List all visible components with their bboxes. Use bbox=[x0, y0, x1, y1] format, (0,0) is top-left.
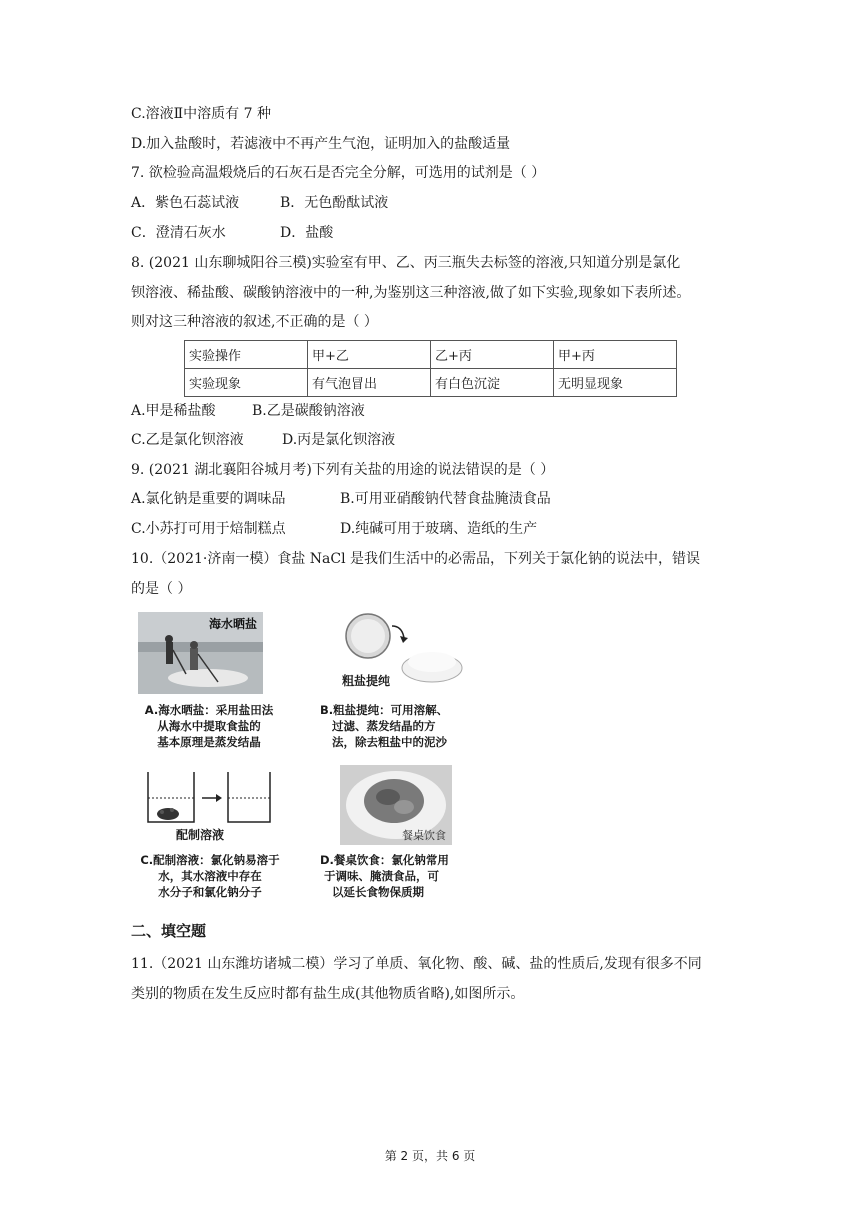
caption-line: C.配制溶液：氯化钠易溶于 bbox=[140, 853, 280, 867]
caption-line: A.海水晒盐：采用盐田法 bbox=[144, 703, 274, 717]
q8-option-b: B.乙是碳酸钠溶液 bbox=[252, 403, 365, 419]
q8-stem-line1: 8. (2021 山东聊城阳谷三模)实验室有甲、乙、丙三瓶失去标签的溶液,只知道分别是氯化 bbox=[131, 255, 681, 271]
table-cell: 实验现象 bbox=[185, 369, 308, 397]
caption-c bbox=[130, 852, 290, 900]
caption-line: B.粗盐提纯：可用溶解、 bbox=[320, 703, 449, 717]
page-footer: 第 2 页，共 6 页 bbox=[384, 1149, 476, 1163]
q7-option-d: D．盐酸 bbox=[280, 225, 334, 241]
q7-stem: 7. 欲检验高温煅烧后的石灰石是否完全分解，可选用的试剂是（ ） bbox=[131, 165, 546, 181]
q7-option-b: B．无色酚酞试液 bbox=[280, 195, 389, 211]
sea-salt-photo bbox=[138, 612, 263, 694]
table-cell: 甲+乙 bbox=[308, 341, 431, 369]
caption-line: 水分子和氯化钠分子 bbox=[158, 885, 262, 899]
caption-line: D.餐桌饮食：氯化钠常用 bbox=[320, 853, 449, 867]
solution-beakers-drawing bbox=[142, 768, 272, 844]
table-cell: 甲+丙 bbox=[554, 341, 677, 369]
q8-option-c: C.乙是氯化钡溶液 bbox=[131, 432, 244, 448]
q10-stem-line2: 的是（ ） bbox=[131, 581, 192, 597]
q11-stem-line2: 类别的物质在发生反应时都有盐生成(其他物质省略),如图所示。 bbox=[131, 986, 525, 1002]
caption-b bbox=[320, 702, 470, 750]
table-cell: 有白色沉淀 bbox=[431, 369, 554, 397]
q9-stem: 9. (2021 湖北襄阳谷城月考)下列有关盐的用途的说法错误的是（ ） bbox=[131, 462, 555, 478]
caption-line: 以延长食物保质期 bbox=[332, 885, 424, 899]
table-cell: 乙+丙 bbox=[431, 341, 554, 369]
caption-line: 从海水中提取食盐的 bbox=[157, 719, 261, 733]
q9-option-d: D.纯碱可用于玻璃、造纸的生产 bbox=[340, 521, 538, 537]
q8-option-a: A.甲是稀盐酸 bbox=[131, 403, 216, 419]
table-row bbox=[185, 341, 677, 369]
table-cell: 实验操作 bbox=[185, 341, 308, 369]
q6-option-c: C.溶液Ⅱ中溶质有 7 种 bbox=[131, 106, 271, 122]
q7-option-a: A．紫色石蕊试液 bbox=[131, 195, 240, 211]
q9-option-b: B.可用亚硝酸钠代替食盐腌渍食品 bbox=[340, 491, 551, 507]
q7-option-c: C．澄清石灰水 bbox=[131, 225, 226, 241]
experiment-table bbox=[184, 340, 677, 397]
salt-purify-photo bbox=[340, 612, 465, 694]
dining-label: 餐桌饮食 bbox=[402, 829, 446, 842]
q10-stem-line1: 10.（2021·济南一模）食盐 NaCl 是我们生活中的必需品，下列关于氯化钠的说法中，错误 bbox=[131, 551, 701, 567]
caption-line: 水，其水溶液中存在 bbox=[158, 869, 262, 883]
caption-line: 法，除去粗盐中的泥沙 bbox=[332, 735, 447, 749]
q11-stem-line1: 11.（2021 山东潍坊诸城二模）学习了单质、氧化物、酸、碱、盐的性质后,发现有很多不同 bbox=[131, 956, 702, 972]
caption-line: 于调味、腌渍食品，可 bbox=[324, 869, 439, 883]
q9-option-a: A.氯化钠是重要的调味品 bbox=[131, 491, 286, 507]
q8-stem-line3: 则对这三种溶液的叙述,不正确的是（ ） bbox=[131, 314, 378, 330]
section-title: 二、填空题 bbox=[131, 922, 207, 940]
dining-food-photo bbox=[340, 765, 452, 845]
caption-a bbox=[134, 702, 284, 750]
sea-salt-label: 海水晒盐 bbox=[208, 617, 257, 631]
q6-option-d: D.加入盐酸时，若滤液中不再产生气泡，证明加入的盐酸适量 bbox=[131, 136, 511, 152]
table-cell: 有气泡冒出 bbox=[308, 369, 431, 397]
table-cell: 无明显现象 bbox=[554, 369, 677, 397]
caption-d bbox=[320, 852, 470, 900]
caption-line: 基本原理是蒸发结晶 bbox=[157, 735, 261, 749]
solution-label: 配制溶液 bbox=[176, 828, 225, 842]
q9-option-c: C.小苏打可用于焙制糕点 bbox=[131, 521, 286, 537]
caption-line: 过滤、蒸发结晶的方 bbox=[332, 719, 436, 733]
q8-option-d: D.丙是氯化钡溶液 bbox=[282, 432, 396, 448]
q8-stem-line2: 钡溶液、稀盐酸、碳酸钠溶液中的一种,为鉴别这三种溶液,做了如下实验,现象如下表所述。 bbox=[131, 285, 691, 301]
table-row bbox=[185, 369, 677, 397]
salt-purify-label: 粗盐提纯 bbox=[342, 674, 391, 688]
